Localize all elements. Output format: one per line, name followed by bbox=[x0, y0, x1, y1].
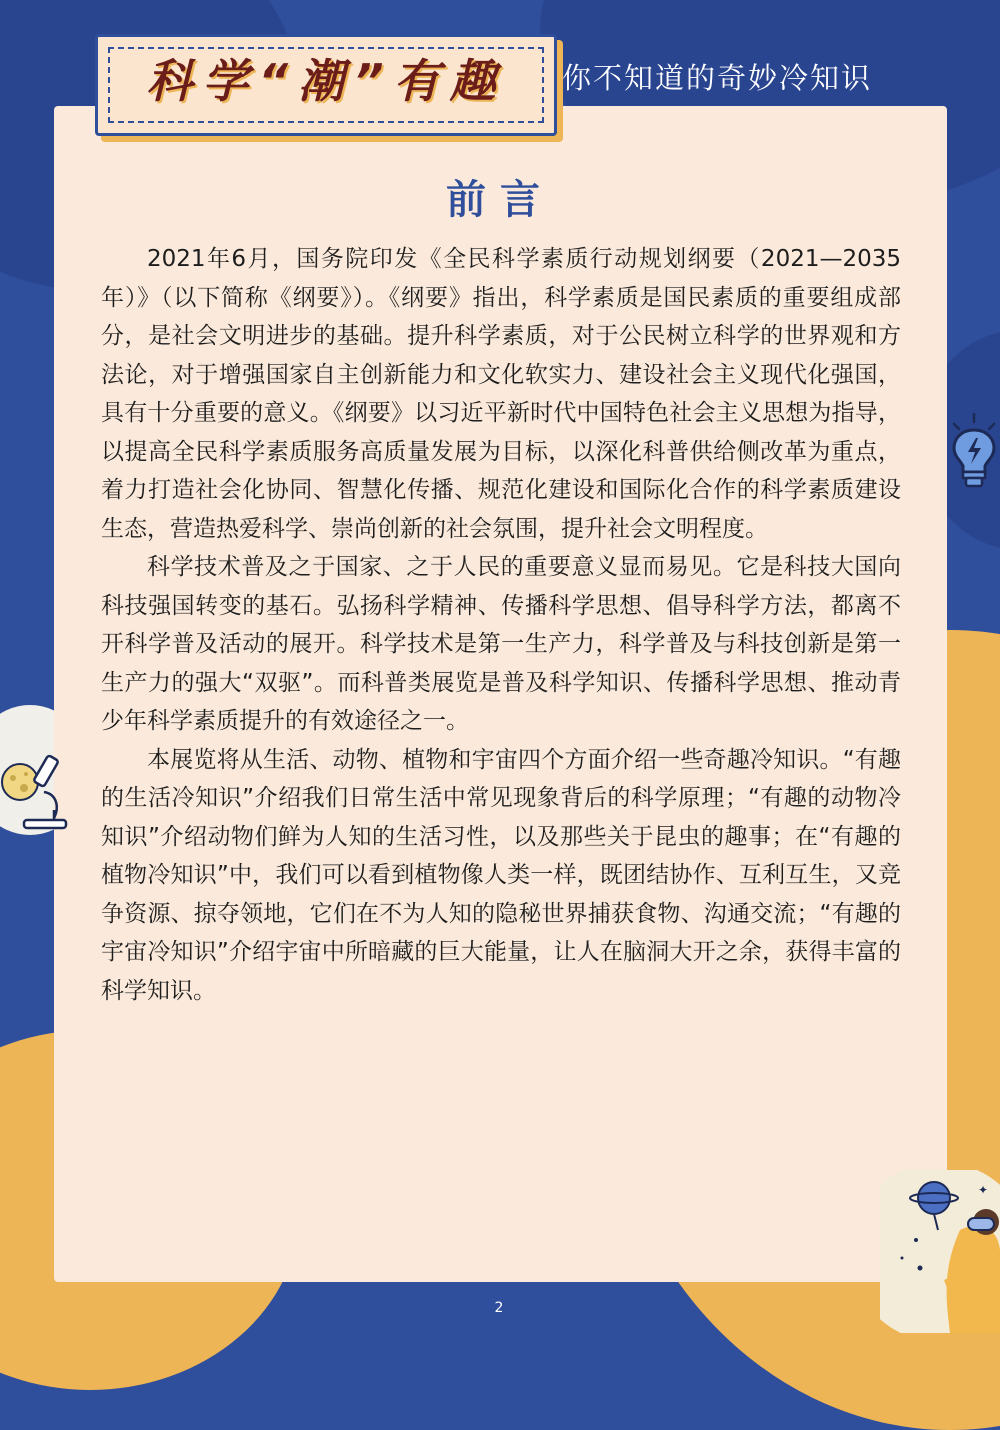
page-subtitle: 你不知道的奇妙冷知识 bbox=[562, 61, 873, 95]
lightbulb-icon bbox=[948, 412, 1000, 492]
page-title: 科学“潮”有趣 bbox=[146, 54, 506, 108]
article-body bbox=[101, 240, 901, 1010]
section-heading: 前言 bbox=[446, 177, 554, 223]
microscope-icon bbox=[0, 748, 72, 830]
page-number: 2 bbox=[484, 1293, 514, 1323]
paragraph: 本展览将从生活、动物、植物和宇宙四个方面介绍一些奇趣冷知识。“有趣的生活冷知识”介绍我们日常生活中常见现象背后的科学原理；“有趣的动物冷知识”介绍动物们鲜为人知的生活习性，以及那些关于昆虫的趣事；在“有趣的植物冷知识”中，我们可以看到植物像人类一样，既团结协作、互利互生，又竞争资源、掠夺领地，它们在不为人知的隐秘世界捕获食物、沟通交流；“有趣的宇宙冷知识”介绍宇宙中所暗藏的巨大能量，让人在脑洞大开之余，获得丰富的科学知识。 bbox=[101, 746, 901, 1004]
svg-text:✦: ✦ bbox=[978, 1183, 989, 1197]
paragraph: 2021年6月，国务院印发《全民科学素质行动规划纲要（2021—2035年）》（以下简称《纲要》）。《纲要》指出，科学素质是国民素质的重要组成部分，是社会文明进步的基础。提升科学素质，对于公民树立科学的世界观和方法论，对于增强国家自主创新能力和文化软实力、建设社会主义现代化强国，具有十分重要的意义。《纲要》以习近平新时代中国特色社会主义思想为指导，以提高全民科学素质服务高质量发展为目标，以深化科普供给侧改革为重点，着力打造社会化协同、智慧化传播、规范化建设和国际化合作的科学素质建设生态，营造热爱科学、崇尚创新的社会氛围，提升社会文明程度。 bbox=[101, 246, 901, 542]
astronaut-illustration bbox=[880, 1170, 1000, 1333]
paragraph: 科学技术普及之于国家、之于人民的重要意义显而易见。它是科技大国向科技强国转变的基石。弘扬科学精神、传播科学思想、倡导科学方法，都离不开科学普及活动的展开。科学技术是第一生产力，科学普及与科技创新是第一生产力的强大“双驱”。而科普类展览是普及科学知识、传播科学思想、推动青少年科学素质提升的有效途径之一。 bbox=[101, 554, 901, 734]
title-banner bbox=[95, 34, 557, 136]
